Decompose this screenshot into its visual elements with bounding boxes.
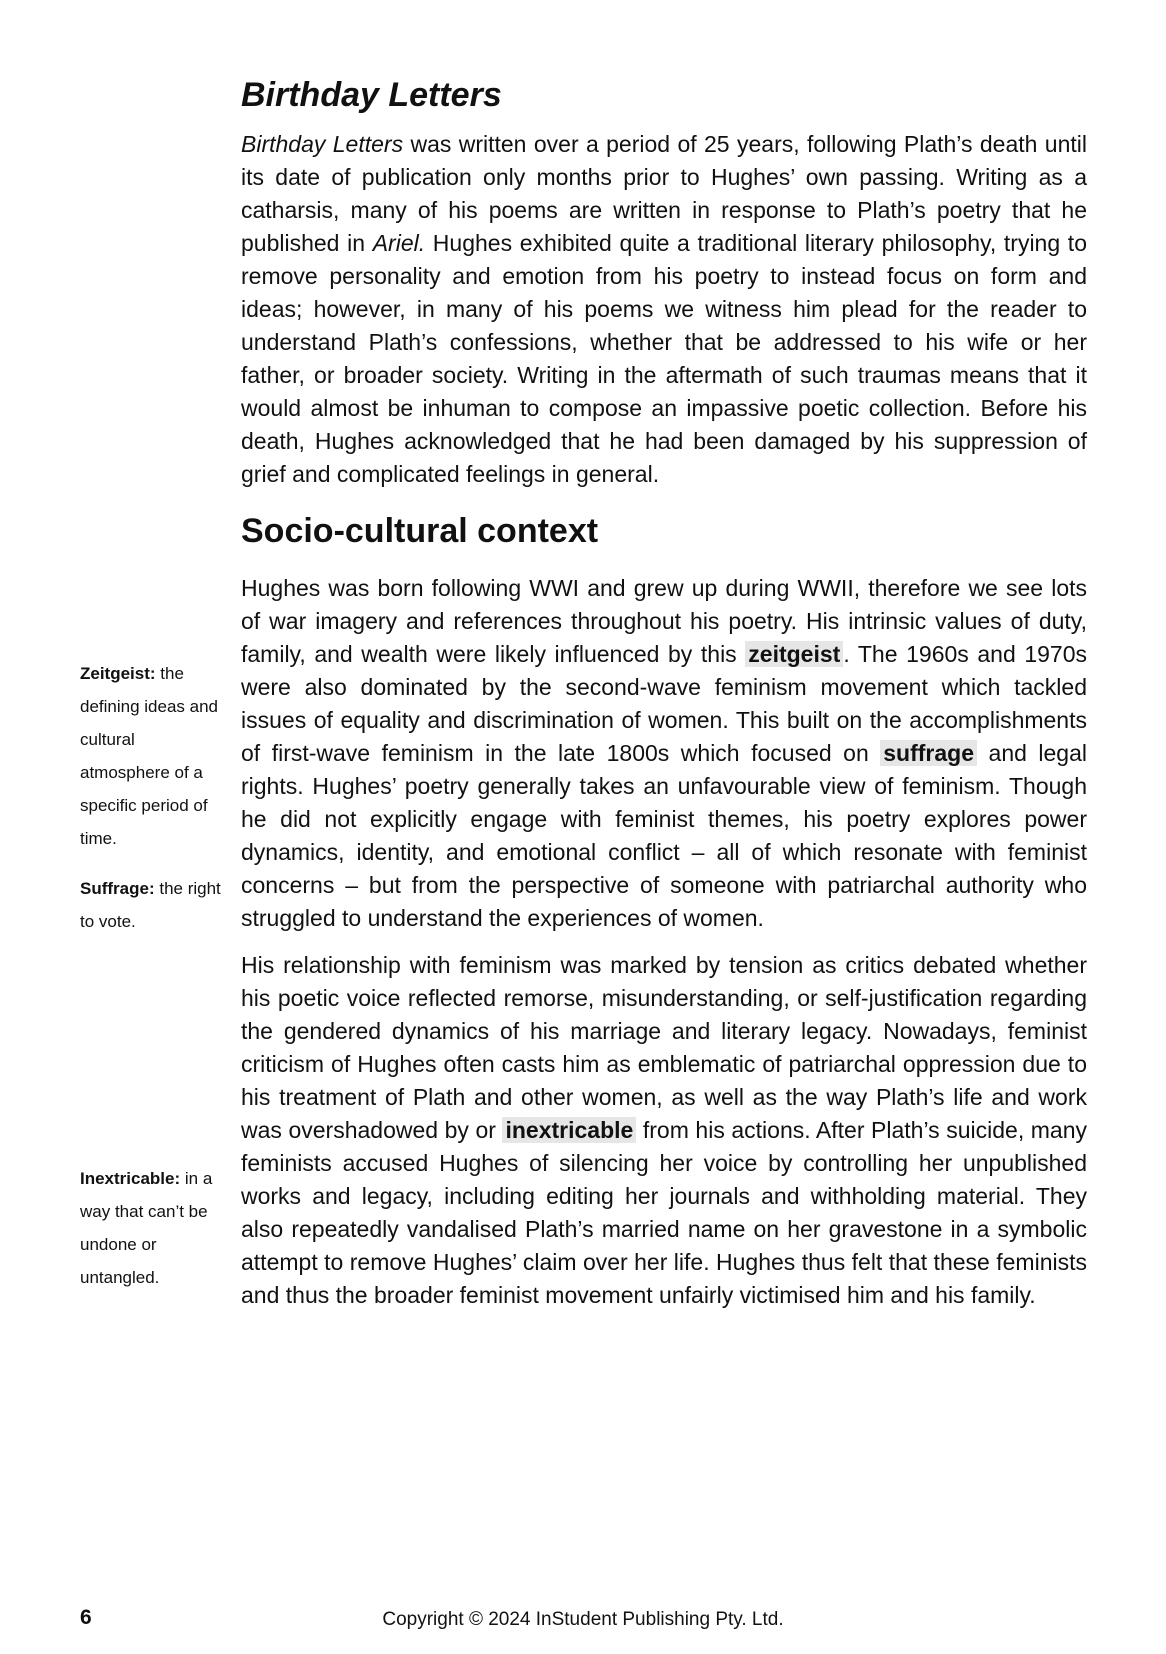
text-run: . The 1960s and 1970s were also dominated by the second-wave feminism movement which tackled issues of equality and discrimination of women. This built on the accomplishments of first-wave feminism in the late 1800s which focused on (241, 640, 1088, 766)
glossary-term: Zeitgeist: (80, 664, 156, 683)
text-run: His relationship with feminism was marked by tension as critics debated whether his poetic voice reflected remorse, misunderstanding, or self-justification regarding the gendered dynamics of his marriage and literary legacy. Nowadays, feminist criticism of Hughes often casts him as emblematic of patriarchal oppression due to his treatment of Plath and other women, as well as the way Plath’s life and work was overshadowed by or (241, 951, 1087, 1143)
glossary-note-inextricable (80, 1162, 225, 1294)
text-run: from his actions. After Plath’s suicide, many feminists accused Hughes of silencing her voice by controlling her unpublished works and legacy, including editing her journals and withholding material. They also repeatedly vandalised Plath’s married name on her gravestone in a symbolic attempt to remove Hughes’ claim over her life. Hughes thus felt that these feminists and thus the broader feminist movement unfairly victimised him and his family. (241, 1116, 1088, 1308)
highlighted-term-suffrage: suffrage (880, 740, 977, 766)
main-column (241, 75, 1087, 1312)
book-title-inline: Birthday Letters (241, 130, 404, 157)
glossary-definition: the right to vote. (80, 879, 221, 931)
book-title-inline: Ariel. (372, 229, 426, 256)
paragraph-birthday-letters (241, 128, 1087, 491)
text-run: was written over a period of 25 years, following Plath’s death until its date of publication only months prior to Hughes’ own passing. Writing as a catharsis, many of his poems are written in response to Plath’s poetry that he published in (241, 130, 1087, 256)
copyright-notice: Copyright © 2024 InStudent Publishing Pty. Ltd. (382, 1609, 784, 1630)
section-title-socio-cultural: Socio-cultural context (241, 511, 599, 550)
page-number: 6 (80, 1606, 92, 1629)
glossary-note-suffrage (80, 872, 225, 938)
glossary-term: Suffrage: (80, 879, 155, 898)
text-run: Hughes exhibited quite a traditional literary philosophy, trying to remove personality and emotion from his poetry to instead focus on form and ideas; however, in many of his poems we witness him plead for the reader to understand Plath’s confessions, whether that be addressed to his wife or her father, or broader society. Writing in the aftermath of such traumas means that it would almost be inhuman to compose an impassive poetic collection. Before his death, Hughes acknowledged that he had been damaged by his suppression of grief and complicated feelings in general. (241, 229, 1087, 487)
paragraph-socio-cultural-2 (241, 949, 1087, 1312)
glossary-definition: the defining ideas and cultural atmosphere of a specific period of time. (80, 664, 219, 848)
text-run: and legal rights. Hughes’ poetry generally takes an unfavourable view of feminism. Though he did not explicitly engage with feminist themes, his poetry explores power dynamics, identity, and emotional conflict – all of which resonate with feminist concerns – but from the perspective of someone with patriarchal authority who struggled to understand the experiences of women. (241, 739, 1088, 931)
glossary-note-zeitgeist (80, 657, 225, 855)
glossary-definition: in a way that can’t be undone or untangled. (80, 1169, 213, 1287)
text-run: Hughes was born following WWI and grew up during WWII, therefore we see lots of war imagery and references throughout his poetry. His intrinsic values of duty, family, and wealth were likely influenced by this (241, 574, 1087, 667)
glossary-term: Inextricable: (80, 1169, 181, 1188)
section-title-birthday-letters: Birthday Letters (241, 76, 502, 114)
highlighted-term-zeitgeist: zeitgeist (745, 641, 843, 667)
paragraph-socio-cultural-1 (241, 572, 1087, 935)
highlighted-term-inextricable: inextricable (502, 1117, 636, 1143)
